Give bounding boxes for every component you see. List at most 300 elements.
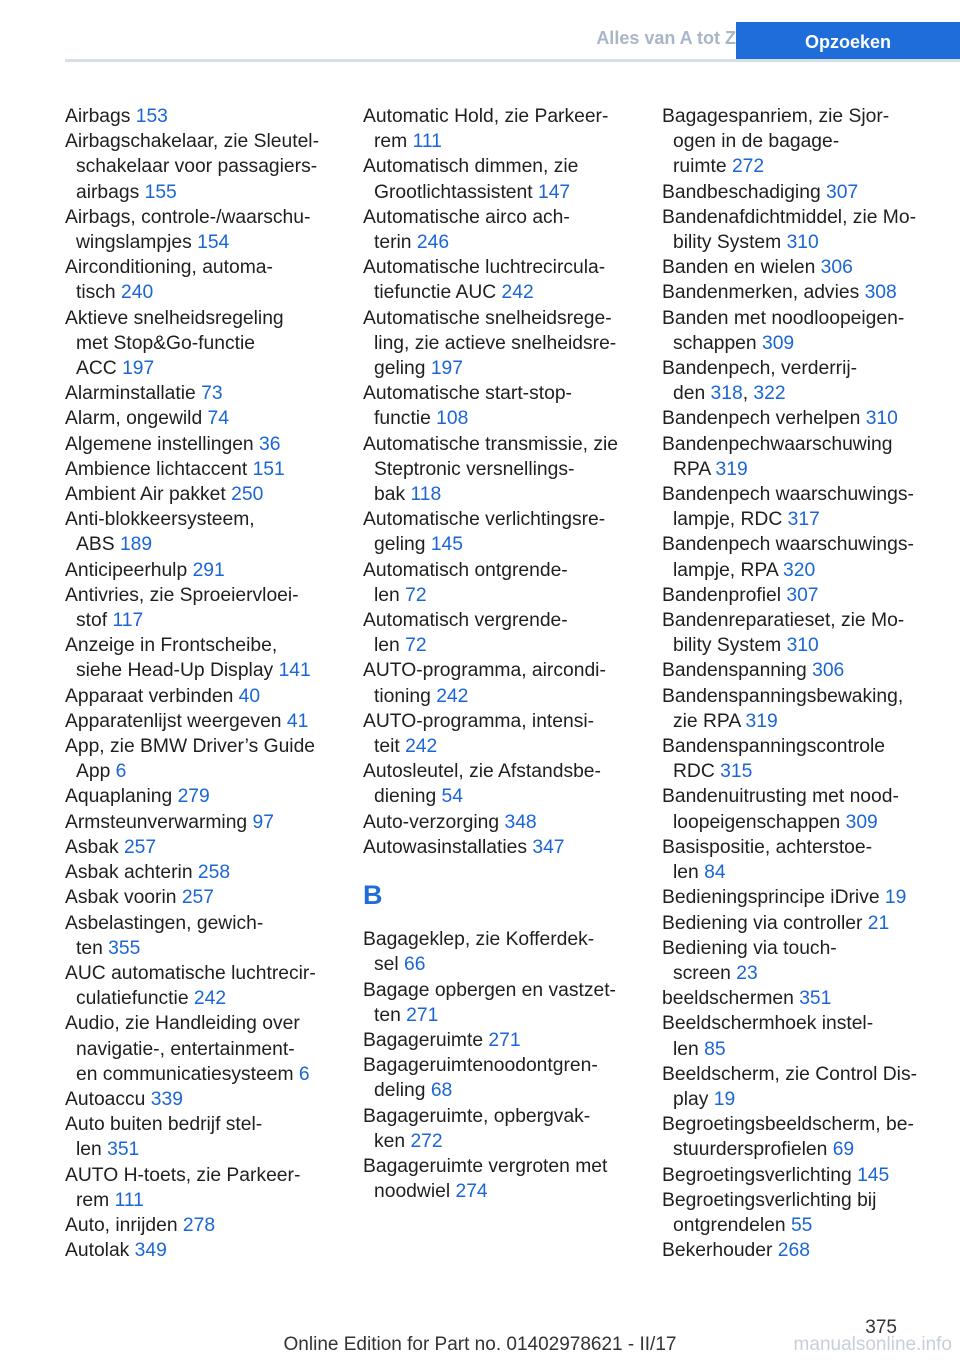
index-term: len: [673, 1038, 705, 1060]
index-term: Bandenprofiel: [662, 584, 787, 606]
index-entry: [662, 406, 932, 431]
index-entry: [363, 810, 633, 835]
page-link[interactable]: 318: [710, 383, 743, 405]
index-entry: [363, 927, 633, 977]
page-link[interactable]: 309: [845, 811, 878, 833]
page-link[interactable]: 308: [864, 282, 897, 304]
index-entry: [662, 986, 932, 1011]
index-term: tioning: [374, 685, 437, 707]
page-link[interactable]: 72: [405, 584, 427, 606]
index-entry: [662, 1011, 932, 1061]
index-term: ogen in de bagage-: [673, 131, 840, 153]
index-term: len: [374, 584, 406, 606]
page-link[interactable]: 320: [783, 559, 816, 581]
index-term: Banden en wielen: [662, 257, 821, 279]
index-term: noodwiel: [374, 1181, 456, 1203]
index-term: Basispositie, achterstoe-: [662, 836, 873, 858]
page-link[interactable]: 291: [192, 559, 225, 581]
index-term: Steptronic versnellings-: [374, 458, 575, 480]
index-term: Ambience lichtaccent: [65, 458, 253, 480]
index-term: len: [76, 1139, 108, 1161]
index-entry: [65, 457, 335, 482]
index-entry: [65, 784, 335, 809]
page-link[interactable]: 40: [238, 685, 261, 707]
page-link[interactable]: 279: [177, 786, 210, 808]
index-term: Asbak: [65, 836, 124, 858]
index-term: Bekerhouder: [662, 1240, 778, 1262]
index-term: geling: [374, 534, 431, 556]
index-term: Beeldscherm, zie Control Dis-: [662, 1063, 918, 1085]
index-term: Bandenreparatieset, zie Mo-: [662, 610, 905, 632]
page-link[interactable]: 151: [252, 458, 285, 480]
index-term: Automatische airco ach-: [363, 206, 570, 228]
index-term: Autoaccu: [65, 1088, 151, 1110]
section-title: Alles van A tot Z: [596, 28, 736, 48]
index-entry: [363, 154, 633, 204]
page-link[interactable]: 141: [278, 660, 311, 682]
page-header: [65, 22, 960, 62]
index-term: Auto-verzorging: [363, 811, 505, 833]
index-term: Asbak achterin: [65, 862, 198, 884]
index-term: Auto, inrijden: [65, 1214, 183, 1236]
page-link[interactable]: 307: [826, 181, 859, 203]
page-link[interactable]: 242: [436, 685, 469, 707]
page-link[interactable]: 118: [410, 484, 442, 506]
index-entry: [363, 1104, 633, 1154]
index-term: stof: [76, 610, 113, 632]
index-term: diening: [374, 786, 442, 808]
index-term: Antivries, zie Sproeiervloei-: [65, 584, 299, 606]
index-term: Asbak voorin: [65, 887, 182, 909]
index-term: Bagageruimte, opbergvak-: [363, 1105, 591, 1127]
page-link[interactable]: 54: [441, 786, 463, 808]
index-entry: [65, 1087, 335, 1112]
index-term: zie RPA: [673, 710, 746, 732]
index-entry: [65, 558, 335, 583]
index-term: Bandenpechwaarschuwing: [662, 433, 893, 455]
index-entry: [65, 432, 335, 457]
index-term: Automatic Hold, zie Parkeer-: [363, 106, 609, 127]
index-entry: [65, 709, 335, 734]
index-entry: [662, 1188, 932, 1238]
index-term: Bediening via touch-: [662, 937, 837, 959]
index-term: App: [76, 761, 116, 783]
page-link[interactable]: 117: [112, 610, 144, 632]
index-entry: [363, 432, 633, 508]
index-entry: [65, 911, 335, 961]
index-term: Aquaplaning: [65, 786, 178, 808]
index-term: play: [673, 1088, 714, 1110]
page-link[interactable]: 21: [867, 912, 890, 934]
page-link[interactable]: 73: [201, 383, 223, 405]
page-link[interactable]: 6: [115, 761, 127, 783]
index-entry: [662, 1163, 932, 1188]
header-divider: [65, 59, 960, 62]
page-link[interactable]: 315: [720, 761, 753, 783]
index-letter-heading: B: [363, 880, 383, 911]
index-term: loopeigenschappen: [673, 811, 846, 833]
index-entry: [65, 1213, 335, 1238]
page-link[interactable]: 242: [405, 736, 438, 758]
index-term: Grootlichtassistent: [374, 181, 538, 203]
index-term: wingslampjes: [76, 232, 198, 254]
page-link[interactable]: 97: [252, 811, 274, 833]
page-link[interactable]: 19: [713, 1088, 736, 1110]
index-term: Begroetingsverlichting: [662, 1164, 858, 1186]
index-entry: [65, 104, 335, 129]
index-entry: [363, 978, 633, 1028]
index-term: Automatische snelheidsrege-: [363, 307, 612, 329]
index-term: lampje, RPA: [673, 559, 784, 581]
page-link[interactable]: 319: [745, 710, 778, 732]
page-link[interactable]: 322: [753, 383, 786, 405]
index-term: len: [673, 862, 705, 884]
index-term: Bagageruimte: [363, 1029, 489, 1051]
index-term: Ambient Air pakket: [65, 484, 232, 506]
index-term: geling: [374, 358, 431, 380]
index-term: teit: [374, 736, 406, 758]
index-term: AUTO-programma, aircondi-: [363, 660, 606, 682]
index-column-2: [363, 104, 633, 1204]
page-link[interactable]: 257: [181, 887, 214, 909]
page-link[interactable]: 84: [704, 862, 726, 884]
index-entry: [363, 1154, 633, 1204]
page-link[interactable]: 319: [715, 458, 748, 480]
tab-opzoeken[interactable]: Opzoeken: [736, 22, 960, 62]
index-term: Automatische transmissie, zie: [363, 433, 619, 455]
index-term: tiefunctie AUC: [374, 282, 502, 304]
page-link[interactable]: 268: [777, 1240, 810, 1262]
index-term: Beeldschermhoek instel-: [662, 1013, 874, 1035]
index-term: Anticipeerhulp: [65, 559, 193, 581]
index-entry: [363, 381, 633, 431]
index-entry: [65, 961, 335, 1011]
page-link[interactable]: 145: [430, 534, 463, 556]
index-term: App, zie BMW Driver’s Guide: [65, 736, 316, 758]
index-entry: [65, 633, 335, 683]
index-term: AUTO H-toets, zie Parkeer-: [65, 1164, 301, 1186]
page-link[interactable]: 72: [405, 635, 427, 657]
footer-edition: Online Edition for Part no. 01402978621 - II/17: [283, 1334, 677, 1355]
index-term: deling: [374, 1080, 431, 1102]
page-link[interactable]: 349: [134, 1240, 167, 1262]
index-term: Bagageruimtenoodontgren-: [363, 1055, 598, 1077]
page-link[interactable]: 317: [787, 509, 820, 531]
index-entry: [65, 1011, 335, 1087]
index-entry: [662, 432, 932, 482]
page-link[interactable]: 309: [761, 332, 795, 354]
index-term: Bandbeschadiging: [662, 181, 827, 203]
index-term: AUTO-programma, intensi-: [363, 710, 595, 732]
index-entry: [65, 583, 335, 633]
index-entry: [363, 255, 633, 305]
page-link[interactable]: 351: [107, 1139, 140, 1161]
page-link[interactable]: 306: [812, 660, 845, 682]
index-term: Banden met noodloopeigen-: [662, 307, 905, 329]
page-link[interactable]: 271: [488, 1029, 521, 1051]
index-term: ten: [374, 1004, 407, 1026]
index-entry: [65, 1163, 335, 1213]
index-entry: [363, 658, 633, 708]
index-term: RPA: [673, 458, 716, 480]
index-entry: [363, 507, 633, 557]
index-term: Audio, zie Handleiding over: [65, 1013, 300, 1035]
page-link[interactable]: 310: [865, 408, 898, 430]
index-term: ACC: [76, 358, 123, 380]
index-term: ruimte: [673, 156, 732, 178]
index-term: Auto buiten bedrijf stel-: [65, 1114, 263, 1136]
index-term: ABS: [76, 534, 120, 556]
index-entry: Bandenpech, verderrij- den 318, 322: [662, 358, 858, 405]
index-entry: [662, 885, 932, 910]
index-entry: [662, 936, 932, 986]
index-term: Bagageruimte vergroten met: [363, 1155, 608, 1177]
page-link[interactable]: 55: [790, 1214, 813, 1236]
index-entry: [662, 205, 932, 255]
index-entry: [662, 658, 932, 683]
index-entry: [662, 835, 932, 885]
index-entry: [65, 684, 335, 709]
index-term: beeldschermen: [662, 988, 800, 1010]
index-term: terin: [374, 232, 417, 254]
page-link[interactable]: 41: [286, 710, 309, 732]
index-term: bility System: [673, 232, 787, 254]
index-term: Anzeige in Frontscheibe,: [65, 635, 278, 657]
index-term: schakelaar voor passagiers-: [76, 156, 318, 178]
index-term: Algemene instellingen: [65, 433, 260, 455]
index-term: Aktieve snelheidsregeling: [65, 307, 284, 329]
index-term: Autosleutel, zie Afstandsbe-: [363, 761, 601, 783]
index-term: met Stop&Go-functie: [76, 332, 255, 354]
page-link[interactable]: 153: [135, 106, 168, 127]
index-term: Anti-blokkeersysteem,: [65, 509, 255, 531]
index-term: Autowasinstallaties: [363, 836, 533, 858]
index-term: Bagagespanriem, zie Sjor-: [662, 106, 890, 127]
index-term: Bandenpech verhelpen: [662, 408, 866, 430]
index-entry: [65, 507, 335, 557]
index-term: Bagageklep, zie Kofferdek-: [363, 929, 595, 951]
index-entry: [662, 1062, 932, 1112]
index-term: Automatisch vergrende-: [363, 610, 568, 632]
index-term: Apparatenlijst weergeven: [65, 710, 287, 732]
index-term: airbags: [76, 181, 145, 203]
index-entry: [363, 306, 633, 382]
index-entry: [65, 860, 335, 885]
index-term: ken: [374, 1130, 411, 1152]
index-term: Automatisch ontgrende-: [363, 559, 568, 581]
index-term: Alarminstallatie: [65, 383, 202, 405]
page-link[interactable]: 69: [832, 1139, 855, 1161]
index-term: Bediening via controller: [662, 912, 868, 934]
page-link[interactable]: 147: [537, 181, 571, 203]
page-link[interactable]: 242: [193, 988, 227, 1010]
index-term: AUC automatische luchtrecir-: [65, 962, 316, 984]
index-term: Begroetingsverlichting bij: [662, 1189, 877, 1211]
index-term: Bandenpech waarschuwings-: [662, 484, 914, 506]
index-term: ten: [76, 937, 109, 959]
index-term: Bandenmerken, advies: [662, 282, 865, 304]
page-link[interactable]: 306: [820, 257, 853, 279]
page-link[interactable]: 310: [786, 635, 819, 657]
index-term: navigatie-, entertainment-: [76, 1038, 295, 1060]
index-term: en communicatiesysteem: [76, 1063, 299, 1085]
page-link[interactable]: 189: [119, 534, 153, 556]
index-term: Begroetingsbeeldscherm, be-: [662, 1114, 914, 1136]
page-link[interactable]: 278: [182, 1214, 216, 1236]
page-link[interactable]: 250: [231, 484, 264, 506]
page-link[interactable]: 108: [436, 408, 469, 430]
index-term: Bandenspanningscontrole: [662, 736, 885, 758]
index-entry: [65, 1112, 335, 1162]
index-term: Bandenpech, verderrij-: [662, 358, 858, 380]
page-link[interactable]: 36: [259, 433, 281, 455]
index-term: rem: [76, 1189, 115, 1211]
index-entry: [65, 255, 335, 305]
index-entry: [363, 1028, 633, 1053]
index-term: Airbags, controle-/waarschu-: [65, 206, 311, 228]
index-entry: [662, 684, 932, 734]
page-link[interactable]: 74: [207, 408, 229, 430]
index-term: siehe Head-Up Display: [76, 660, 279, 682]
index-entry: [363, 205, 633, 255]
index-entry: [662, 532, 932, 582]
index-term: screen: [673, 962, 737, 984]
page-link[interactable]: 242: [501, 282, 534, 304]
index-entry: [662, 180, 932, 205]
index-term: Bandenpech waarschuwings-: [662, 534, 914, 556]
index-term: lampje, RDC: [673, 509, 788, 531]
index-entry: [65, 381, 335, 406]
index-entry: [662, 911, 932, 936]
index-entry: [363, 709, 633, 759]
index-term: Airbagschakelaar, zie Sleutel-: [65, 131, 320, 153]
index-term: bak: [374, 484, 411, 506]
index-term: rem: [374, 131, 413, 153]
page-link[interactable]: 23: [736, 962, 758, 984]
index-term: Apparaat verbinden: [65, 685, 239, 707]
index-entry: [363, 1053, 633, 1103]
index-entry: [65, 406, 335, 431]
index-entry: [65, 306, 335, 382]
footer-watermark: manualsonline.info: [793, 1334, 952, 1355]
index-term: ontgrendelen: [673, 1214, 791, 1236]
index-entry: [65, 1238, 335, 1263]
page-link[interactable]: 257: [123, 836, 157, 858]
index-entry: [662, 734, 932, 784]
index-term: den: [673, 383, 711, 405]
page-link[interactable]: 111: [114, 1189, 144, 1211]
index-entry: [363, 835, 633, 860]
page-link[interactable]: 347: [532, 836, 565, 858]
page-link[interactable]: 272: [410, 1130, 443, 1152]
index-entry: [65, 835, 335, 860]
index-entry: [662, 1112, 932, 1162]
index-term: bility System: [673, 635, 787, 657]
index-entry: [65, 129, 335, 205]
index-term: Bandenspanning: [662, 660, 813, 682]
index-term: Automatische luchtrecircula-: [363, 257, 606, 279]
index-entry: [65, 810, 335, 835]
page-link[interactable]: 68: [430, 1080, 453, 1102]
page-link[interactable]: 355: [108, 937, 141, 959]
page-link[interactable]: 145: [857, 1164, 890, 1186]
page-link[interactable]: 240: [121, 282, 154, 304]
index-term: tisch: [76, 282, 122, 304]
index-term: schappen: [673, 332, 762, 354]
index-term: Bagage opbergen en vastzet-: [363, 979, 616, 1001]
index-term: stuurdersprofielen: [673, 1139, 833, 1161]
index-entry: [662, 104, 932, 180]
index-entry: [662, 280, 932, 305]
page-link[interactable]: 272: [731, 156, 765, 178]
page-link[interactable]: 6: [298, 1063, 310, 1085]
index-term: sel: [374, 954, 405, 976]
index-term: Bandenafdichtmiddel, zie Mo-: [662, 206, 917, 228]
index-term: Bandenuitrusting met nood-: [662, 786, 899, 808]
index-entry: [65, 205, 335, 255]
page-link[interactable]: 197: [122, 358, 155, 380]
index-term: Automatische verlichtingsre-: [363, 509, 606, 531]
index-column-1: [65, 104, 335, 1263]
index-term: Bandenspanningsbewaking,: [662, 685, 904, 707]
index-entry: [662, 608, 932, 658]
index-entry: [65, 734, 335, 784]
index-entry: [662, 1238, 932, 1263]
index-term: Airbags: [65, 106, 136, 127]
index-term: culatiefunctie: [76, 988, 194, 1010]
page-link[interactable]: 19: [884, 887, 907, 909]
index-entry: [662, 583, 932, 608]
page-link[interactable]: 348: [504, 811, 537, 833]
index-entry: [65, 482, 335, 507]
index-entry: [662, 255, 932, 280]
page-link[interactable]: 197: [430, 358, 463, 380]
index-term: ling, zie actieve snelheidsre-: [374, 332, 617, 354]
page-number: 375: [865, 1317, 897, 1338]
page-link[interactable]: 85: [704, 1038, 726, 1060]
index-term: Automatische start-stop-: [363, 383, 572, 405]
index-entry: [662, 482, 932, 532]
page-link[interactable]: 246: [416, 232, 450, 254]
index-column-3: [662, 104, 932, 1263]
index-entry: [662, 306, 932, 356]
index-term: Alarm, ongewild: [65, 408, 208, 430]
index-entry: [363, 104, 633, 154]
page-link[interactable]: 310: [786, 232, 819, 254]
page-link[interactable]: 66: [404, 954, 426, 976]
index-term: RDC: [673, 761, 721, 783]
page-link[interactable]: 271: [406, 1004, 439, 1026]
index-term: Asbelastingen, gewich-: [65, 912, 264, 934]
page-link[interactable]: 111: [412, 131, 442, 153]
index-entry: [662, 784, 932, 834]
index-term: Autolak: [65, 1240, 135, 1262]
index-term: functie: [374, 408, 437, 430]
page-link[interactable]: 351: [799, 988, 832, 1010]
index-entry: [363, 558, 633, 608]
index-term: Armsteunverwarming: [65, 811, 253, 833]
page-link[interactable]: 307: [786, 584, 819, 606]
index-entry: [363, 608, 633, 658]
index-term: len: [374, 635, 406, 657]
index-term: Bedieningsprincipe iDrive: [662, 887, 885, 909]
index-term: Automatisch dimmen, zie: [363, 156, 579, 178]
page-link[interactable]: 258: [197, 862, 231, 884]
page-link[interactable]: 274: [455, 1181, 488, 1203]
page-link[interactable]: 155: [144, 181, 177, 203]
page-link[interactable]: 339: [150, 1088, 183, 1110]
page-link[interactable]: 154: [197, 232, 230, 254]
